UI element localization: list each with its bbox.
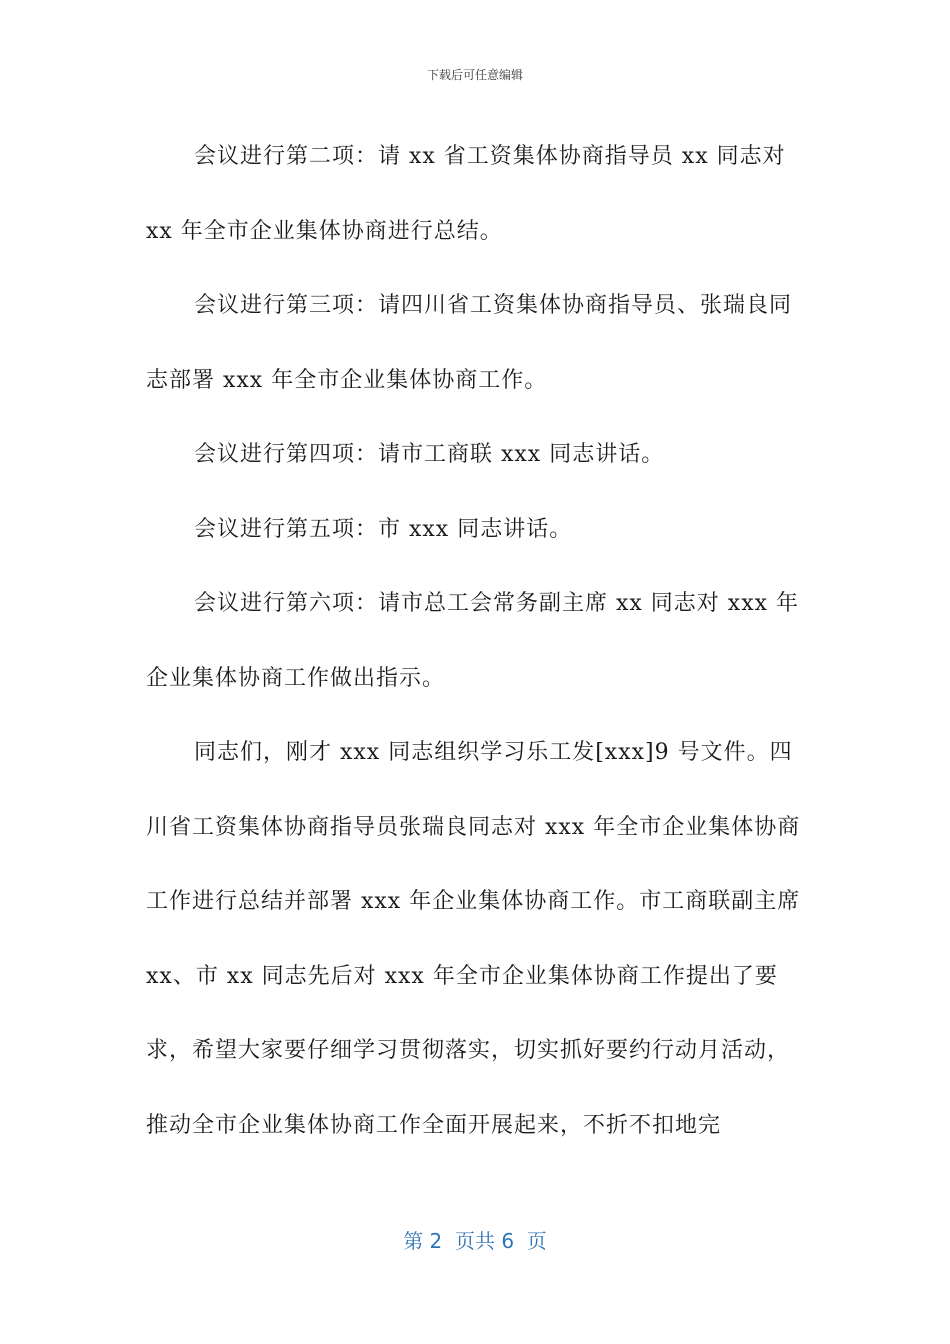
paragraph-item-5: 会议进行第五项：市 xxx 同志讲话。 [194, 516, 573, 542]
header-note: 下载后可任意编辑 [426, 68, 523, 82]
paragraph-item-3: 会议进行第三项：请四川省工资集体协商指导员、张瑞良同志部署 xxx 年全市企业集体协商工作。 [146, 293, 793, 393]
document-body [146, 120, 809, 1163]
paragraph-item-6: 会议进行第六项：请市总工会常务副主席 xx 同志对 xxx 年企业集体协商工作做出指示。 [146, 591, 800, 691]
page-number-footer: 第 2 页共 6 页 [403, 1229, 547, 1253]
paragraph-summary: 同志们，刚才 xxx 同志组织学习乐工发[xxx]9 号文件。四川省工资集体协商指导员张瑞良同志对 xxx 年全市企业集体协商工作进行总结并部署 xxx 年企业集体协商工作。市工商联副主席 xx、市 xx 同志先后对 xxx 年全市企业集体协商工作提出了要求，希望大家要仔细学习贯彻落实，切实抓好要约行动月活动，推动全市企业集体协商工作全面开展起来，不折不扣地完 [146, 740, 809, 1138]
paragraph-item-2: 会议进行第二项：请 xx 省工资集体协商指导员 xx 同志对 xx 年全市企业集体协商进行总结。 [146, 144, 794, 244]
paragraph-item-4: 会议进行第四项：请市工商联 xxx 同志讲话。 [194, 442, 665, 467]
